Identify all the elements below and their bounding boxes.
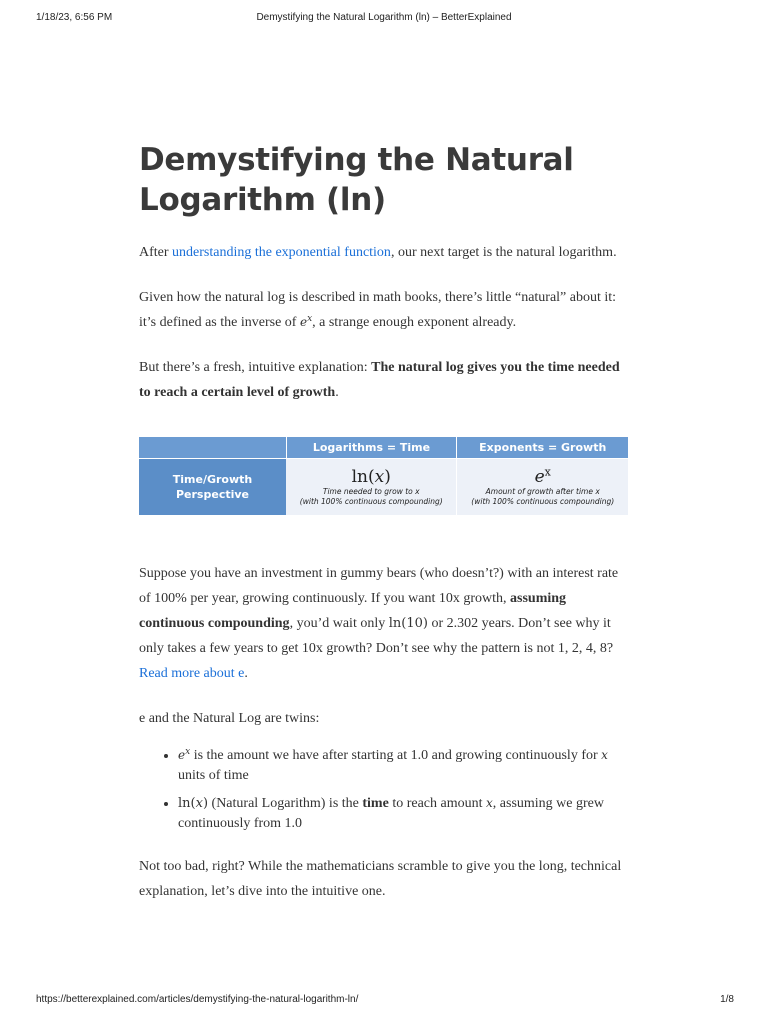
- formula-exponent: x: [544, 465, 551, 479]
- text: .: [335, 385, 339, 400]
- text: But there’s a fresh, intuitive explanation:: [139, 360, 372, 375]
- col-header-logarithms: Logarithms = Time: [286, 437, 457, 459]
- list-item: [178, 745, 629, 786]
- caption-exp: Amount of growth after time x: [485, 487, 600, 496]
- explanation-paragraph: [139, 355, 629, 405]
- row-header-line: Time/Growth: [172, 473, 253, 486]
- exponential-function-link[interactable]: understanding the exponential function: [172, 245, 391, 260]
- math-var: x: [195, 796, 203, 811]
- text: , you’d wait only: [289, 616, 389, 631]
- caption-ln: (with 100% continuous compounding): [299, 497, 443, 506]
- bold-text: assuming continuous compounding: [139, 591, 567, 631]
- cell-logarithm: [286, 459, 457, 516]
- text: is the amount we have after starting at 1.0 and growing continuously for: [190, 748, 602, 763]
- math-ln-x: [178, 796, 208, 811]
- formula-e-x: [458, 467, 627, 487]
- math-exponent: x: [307, 314, 313, 324]
- text: After: [139, 245, 173, 260]
- read-more-about-e-link[interactable]: Read more about e: [139, 666, 245, 681]
- formula-var: x: [374, 467, 385, 487]
- definition-paragraph: [139, 285, 629, 335]
- math-close: ): [202, 796, 209, 811]
- intro-paragraph: [139, 240, 629, 265]
- closing-paragraph: Not too bad, right? While the mathematicians scramble to give you the long, technical explanation, let’s dive into the intuitive one.: [139, 859, 622, 899]
- cell-exponent: [457, 459, 629, 516]
- text: , assuming we grew continuously from 1.0: [178, 796, 604, 831]
- math-fn: ln(: [178, 796, 196, 811]
- list-item: [178, 793, 629, 834]
- math-base: e: [299, 315, 308, 329]
- twins-paragraph: e and the Natural Log are twins:: [139, 711, 320, 726]
- text: Given how the natural log is described in math books, there’s little “natural” about it: it’s defined as the inverse of: [139, 290, 617, 330]
- page-title: Demystifying the Natural Logarithm (ln): [139, 142, 574, 218]
- time-growth-table: [139, 437, 629, 515]
- row-header-perspective: [139, 459, 286, 516]
- caption-ln: Time needed to grow to x: [322, 487, 420, 496]
- print-doc-title: Demystifying the Natural Logarithm (ln) – BetterExplained: [256, 12, 512, 23]
- text: to reach amount: [388, 796, 486, 811]
- key-idea: The natural log gives you the time needed to reach a certain level of growth: [139, 360, 620, 400]
- math-e-x: [178, 748, 190, 762]
- math-base: e: [178, 748, 186, 762]
- text: units of time: [178, 768, 249, 783]
- gummy-bears-paragraph: [139, 561, 629, 686]
- bold-text: time: [362, 796, 389, 811]
- text: (Natural Logarithm) is the: [208, 796, 363, 811]
- formula-base: e: [534, 467, 545, 487]
- text: .: [244, 666, 248, 681]
- math-e-x: [300, 315, 312, 329]
- twins-list: [139, 745, 629, 834]
- math-exponent: x: [185, 747, 191, 757]
- col-header-exponents: Exponents = Growth: [457, 437, 629, 459]
- formula-fn: ln(: [351, 467, 375, 487]
- print-url: https://betterexplained.com/articles/demystifying-the-natural-logarithm-ln/: [36, 994, 359, 1005]
- math-ln-10: ln(10): [388, 616, 428, 631]
- table-corner: [139, 437, 286, 459]
- row-header-line: Perspective: [175, 488, 249, 501]
- caption-exp: (with 100% continuous compounding): [471, 497, 615, 506]
- formula-close: ): [384, 467, 391, 487]
- text: , a strange enough exponent already.: [312, 315, 517, 330]
- text: , our next target is the natural logarithm.: [390, 245, 617, 260]
- math-var: x: [601, 748, 608, 762]
- text: Suppose you have an investment in gummy bears (who doesn’t?) with an interest rate of 100% per year, growing continuously. If you want 10x growth,: [139, 566, 619, 606]
- print-page-number: 1/8: [720, 994, 734, 1005]
- formula-ln-x: [287, 467, 455, 487]
- math-var: x: [486, 796, 493, 810]
- print-datetime: 1/18/23, 6:56 PM: [36, 12, 113, 23]
- text: or 2.302 years. Don’t see why it only takes a few years to get 10x growth? Don’t see why the pattern is not 1, 2, 4, 8?: [139, 616, 614, 656]
- article-body: [139, 140, 629, 924]
